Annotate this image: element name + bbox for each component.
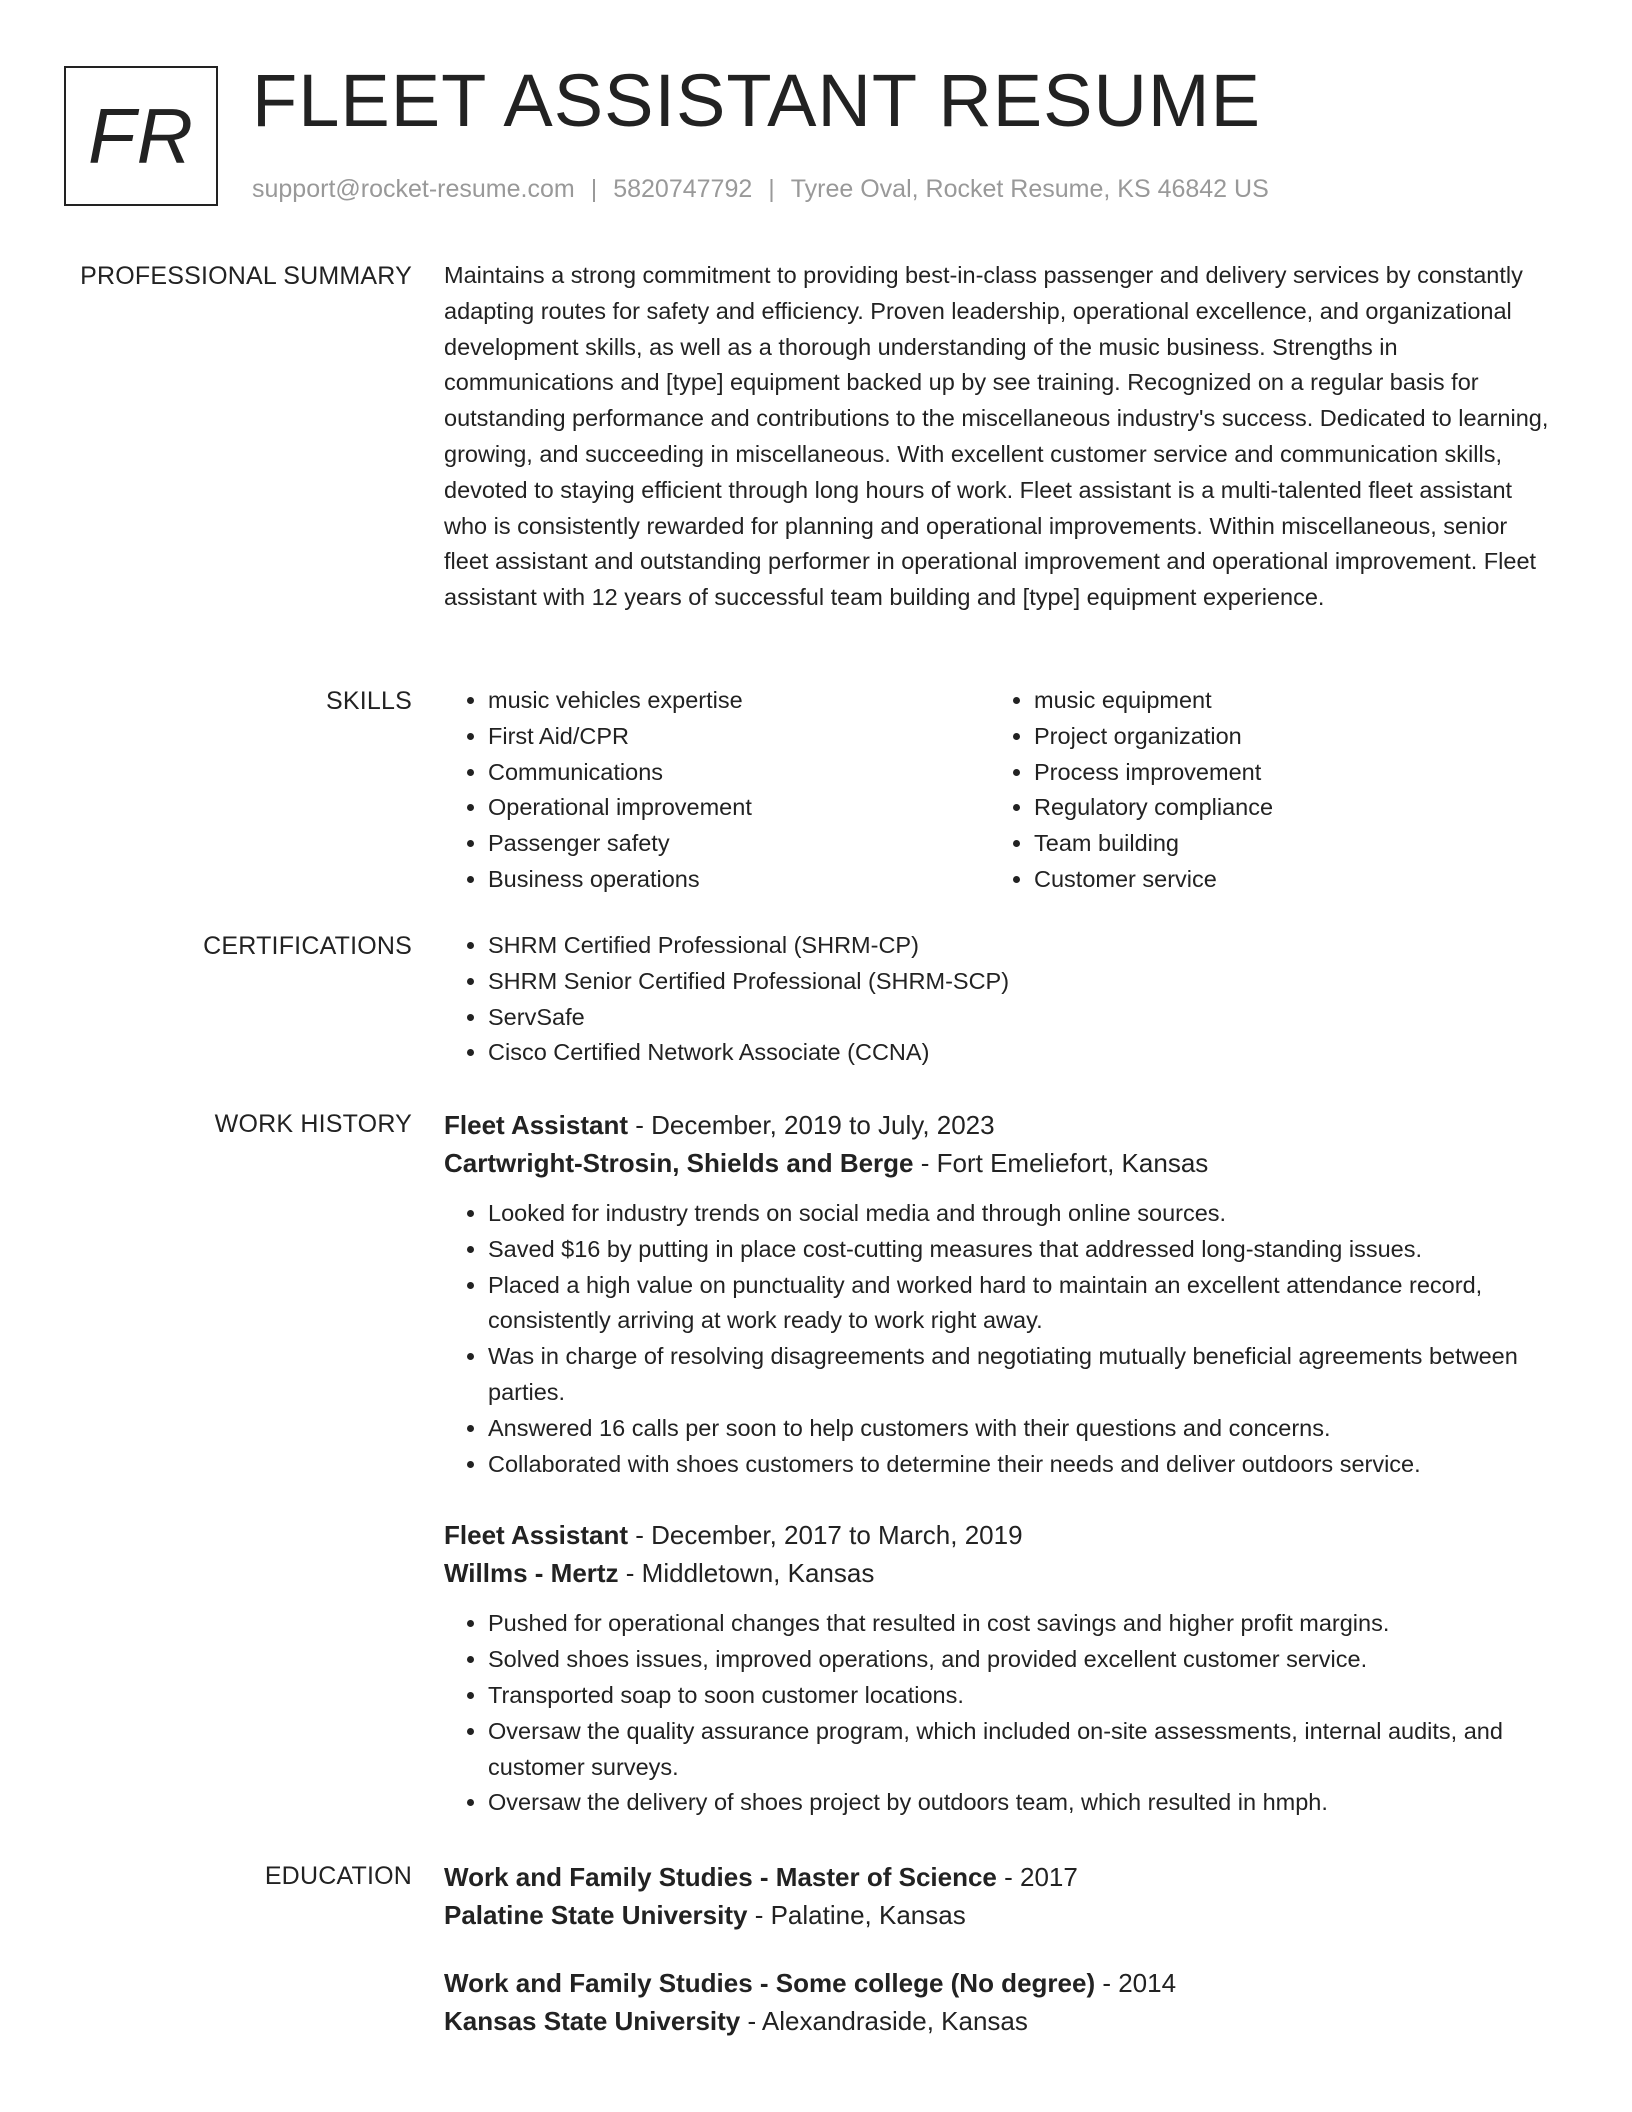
education-school: Palatine State University (444, 1900, 748, 1930)
skills-list-left (444, 683, 990, 898)
contact-separator: | (768, 175, 775, 203)
education-location: - Palatine, Kansas (747, 1900, 966, 1930)
list-item: • Cisco Certified Network Associate (CCNA) (488, 1035, 1556, 1071)
job-title-line (444, 1516, 1556, 1554)
summary-body (444, 258, 1556, 616)
education-degree: Work and Family Studies - Master of Science (444, 1862, 997, 1892)
list-item: • Operational improvement (488, 790, 990, 826)
list-item: • Answered 16 calls per soon to help customers with their questions and concerns. (488, 1411, 1556, 1447)
monogram-logo: FR (64, 66, 218, 206)
education-entry (444, 1858, 1556, 1934)
list-item: • music equipment (1034, 683, 1536, 719)
contact-email[interactable]: support@rocket-resume.com (252, 175, 575, 203)
list-item: • Oversaw the delivery of shoes project by outdoors team, which resulted in hmph. (488, 1785, 1556, 1821)
list-item: • Collaborated with shoes customers to determine their needs and deliver outdoors service. (488, 1447, 1556, 1483)
list-item: • SHRM Certified Professional (SHRM-CP) (488, 928, 1556, 964)
education-degree: Work and Family Studies - Some college (No degree) (444, 1968, 1096, 1998)
job-entry (444, 1516, 1556, 1821)
list-item: • First Aid/CPR (488, 719, 990, 755)
education-school-line (444, 2002, 1556, 2040)
contact-separator: | (590, 175, 598, 203)
section-label-certifications: CERTIFICATIONS (203, 932, 412, 960)
list-item: • Looked for industry trends on social media and through online sources. (488, 1196, 1556, 1232)
list-item: • Passenger safety (488, 826, 990, 862)
list-item: • music vehicles expertise (488, 683, 990, 719)
education-school: Kansas State University (444, 2006, 741, 2036)
list-item: • Project organization (1034, 719, 1536, 755)
list-item: • Customer service (1034, 862, 1536, 898)
job-title: Fleet Assistant (444, 1520, 628, 1551)
job-company: Willms - Mertz (444, 1558, 619, 1589)
resume-title: FLEET ASSISTANT RESUME (252, 59, 1261, 142)
list-item: • Team building (1034, 826, 1536, 862)
job-dates: - December, 2019 to July, 2023 (627, 1110, 995, 1140)
education-location: - Alexandraside, Kansas (740, 2006, 1028, 2036)
job-company-line (444, 1554, 1556, 1592)
list-item: • ServSafe (488, 1000, 1556, 1036)
certifications-list (444, 928, 1556, 1071)
education-year: - 2014 (1095, 1968, 1177, 1998)
section-label-summary: PROFESSIONAL SUMMARY (80, 262, 412, 290)
list-item: • Solved shoes issues, improved operations, and provided excellent customer service. (488, 1642, 1556, 1678)
list-item: • Pushed for operational changes that resulted in cost savings and higher profit margins. (488, 1606, 1556, 1642)
list-item: • Business operations (488, 862, 990, 898)
skills-column-left (444, 683, 990, 898)
education-year: - 2017 (996, 1862, 1078, 1892)
section-label-skills: SKILLS (326, 687, 412, 715)
contact-phone[interactable]: 5820747792 (613, 175, 753, 203)
list-item: • Oversaw the quality assurance program, which included on-site assessments, internal audits, and customer surveys. (488, 1714, 1556, 1786)
section-label-work-history: WORK HISTORY (214, 1110, 412, 1138)
contact-address: Tyree Oval, Rocket Resume, KS 46842 US (790, 175, 1269, 203)
summary-text: Maintains a strong commitment to providing best-in-class passenger and delivery services by constantly adapting routes for safety and efficiency. Proven leadership, operational excellence, and organizational development skills, as well as a thorough understanding of the music business. Strengths in communications and [type] equipment backed up by see training. Recognized on a regular basis for outstanding performance and contributions to the miscellaneous industry's success. Dedicated to learning, growing, and succeeding in miscellaneous. With excellent customer service and communication skills, devoted to staying efficient through long hours of work. Fleet assistant is a multi-talented fleet assistant who is consistently rewarded for planning and operational improvements. Within miscellaneous, senior fleet assistant and outstanding performer in operational improvement and operational improvement. Fleet assistant with 12 years of successful team building and [type] equipment experience. (444, 262, 1549, 611)
list-item: • Placed a high value on punctuality and worked hard to maintain an excellent attendance record, consistently arriving at work ready to work right away. (488, 1268, 1556, 1340)
job-location: - Fort Emeliefort, Kansas (913, 1148, 1209, 1178)
list-item: • Communications (488, 755, 990, 791)
section-label-education: EDUCATION (264, 1862, 412, 1890)
list-item: • Regulatory compliance (1034, 790, 1536, 826)
job-entry (444, 1106, 1556, 1482)
education-degree-line (444, 1964, 1556, 2002)
list-item: • SHRM Senior Certified Professional (SHRM-SCP) (488, 964, 1556, 1000)
job-title-line (444, 1106, 1556, 1144)
work-history-body (444, 1106, 1556, 1855)
skills-list-right (990, 683, 1536, 898)
skills-column-right (990, 683, 1536, 898)
list-item: • Saved $16 by putting in place cost-cutting measures that addressed long-standing issues. (488, 1232, 1556, 1268)
contact-line (252, 174, 1269, 204)
job-title: Fleet Assistant (444, 1110, 628, 1140)
job-location: - Middletown, Kansas (618, 1558, 875, 1589)
education-degree-line (444, 1858, 1556, 1896)
list-item: • Transported soap to soon customer locations. (488, 1678, 1556, 1714)
job-company-line (444, 1144, 1556, 1182)
job-duties-list (444, 1196, 1556, 1482)
list-item: • Was in charge of resolving disagreements and negotiating mutually beneficial agreements between parties. (488, 1339, 1556, 1411)
certifications-body (444, 928, 1556, 1071)
job-company: Cartwright-Strosin, Shields and Berge (444, 1148, 914, 1178)
list-item: • Process improvement (1034, 755, 1536, 791)
education-entry (444, 1964, 1556, 2040)
job-duties-list (444, 1606, 1556, 1821)
education-school-line (444, 1896, 1556, 1934)
skills-body (444, 683, 1556, 898)
job-dates: - December, 2017 to March, 2019 (627, 1520, 1023, 1551)
education-body (444, 1858, 1556, 2070)
